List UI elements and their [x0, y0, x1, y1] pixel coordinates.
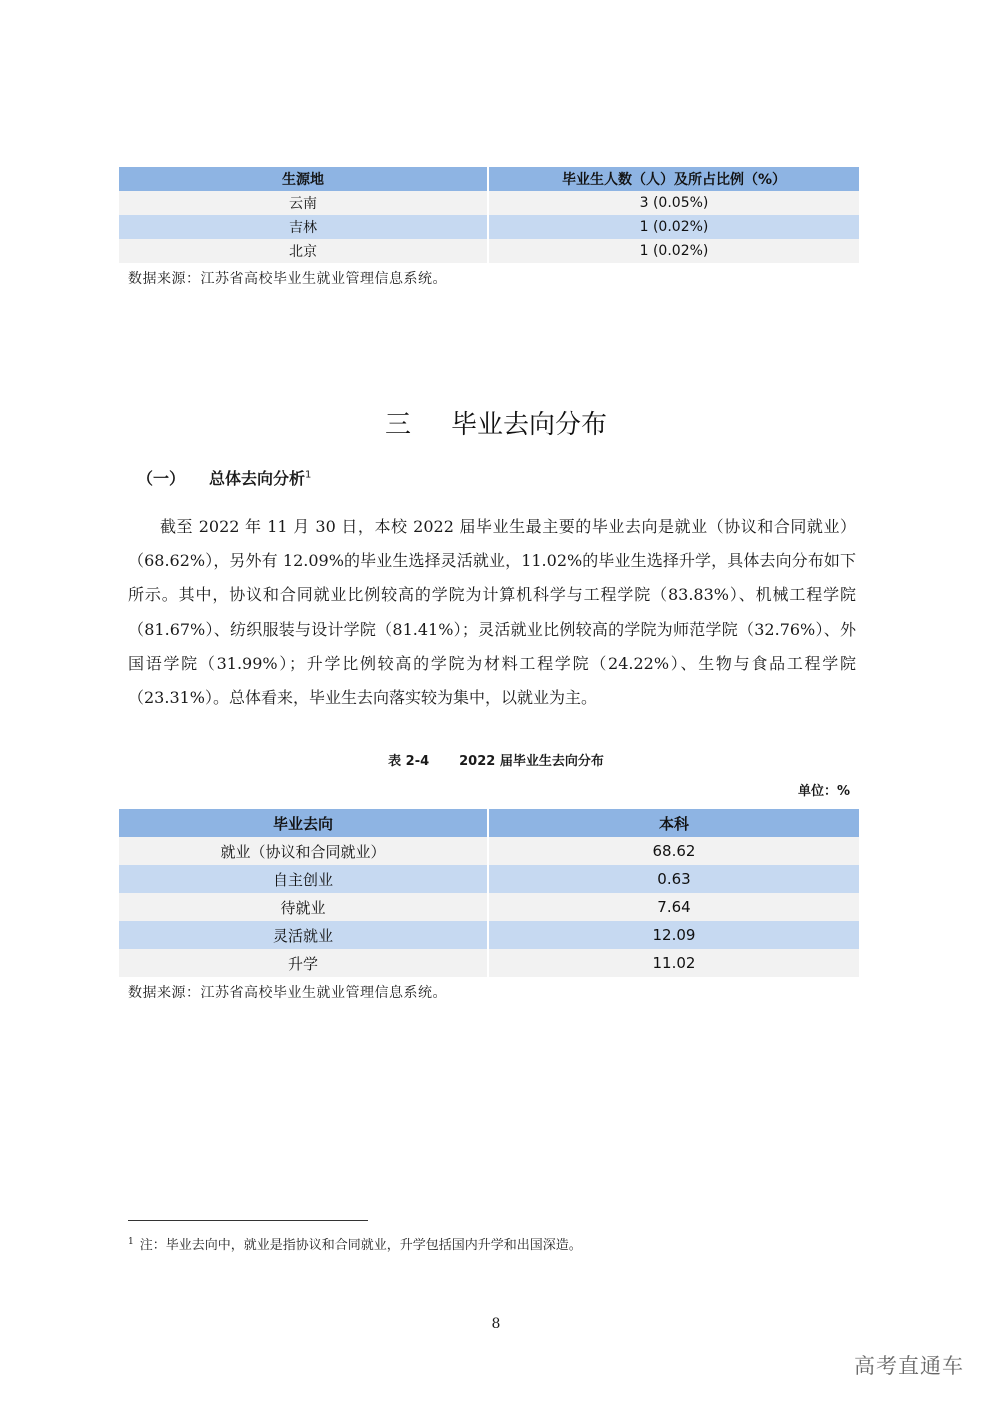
table-header-row	[119, 809, 859, 837]
table-cell: 升学	[119, 949, 488, 977]
table-caption-label: 表 2-4	[388, 754, 430, 769]
table-cell: 云南	[119, 191, 488, 215]
table-unit-label: 单位：%	[797, 784, 850, 799]
body-paragraph: 截至 2022 年 11 月 30 日，本校 2022 届毕业生最主要的毕业去向是就业（协议和合同就业）（68.62%），另外有 12.09%的毕业生选择灵活就业，11.02%的毕业生选择升学，具体去向分布如下所示。其中，协议和合同就业比例较高的学院为计算机科学与工程学院（83.83%）、机械工程学院（81.67%）、纺织服装与设计学院（81.41%）；灵活就业比例较高的学院为师范学院（32.76%）、外国语学院（31.99%）；升学比例较高的学院为材料工程学院（24.22%）、生物与食品工程学院（23.31%）。总体看来，毕业生去向落实较为集中，以就业为主。	[128, 517, 856, 708]
subsection-title: 总体去向分析	[209, 469, 306, 488]
column-header: 毕业生人数（人）及所占比例（%）	[488, 167, 859, 191]
destination-table	[119, 809, 859, 977]
table-cell: 1 (0.02%)	[488, 215, 859, 239]
table-cell: 12.09	[488, 921, 859, 949]
table-cell: 1 (0.02%)	[488, 239, 859, 263]
table-cell: 灵活就业	[119, 921, 488, 949]
table-caption	[0, 750, 992, 769]
footnote-reference: 1	[305, 469, 312, 481]
section-number: 三	[384, 410, 411, 440]
table-row	[119, 239, 859, 263]
table-caption-title: 2022 届毕业生去向分布	[459, 754, 604, 769]
page-number: 8	[491, 1316, 501, 1332]
footnote-mark: 1	[128, 1236, 134, 1247]
subsection-number: （一）	[137, 469, 186, 488]
table-cell: 11.02	[488, 949, 859, 977]
table-row	[119, 893, 859, 921]
section-title: 毕业去向分布	[451, 410, 608, 440]
table-cell: 0.63	[488, 865, 859, 893]
table-row	[119, 865, 859, 893]
table-cell: 吉林	[119, 215, 488, 239]
origin-table	[119, 167, 859, 263]
table-cell: 3 (0.05%)	[488, 191, 859, 215]
column-header: 生源地	[119, 167, 488, 191]
watermark: 高考直通车	[854, 1354, 964, 1378]
table-row	[119, 949, 859, 977]
column-header: 毕业去向	[119, 809, 488, 837]
footnote-divider	[128, 1220, 368, 1221]
column-header: 本科	[488, 809, 859, 837]
table-row	[119, 837, 859, 865]
table-row	[119, 215, 859, 239]
table-row	[119, 191, 859, 215]
table-cell: 自主创业	[119, 865, 488, 893]
table-cell: 北京	[119, 239, 488, 263]
table-cell: 就业（协议和合同就业）	[119, 837, 488, 865]
footnote	[128, 1234, 582, 1253]
table-row	[119, 921, 859, 949]
table-cell: 68.62	[488, 837, 859, 865]
table-header-row	[119, 167, 859, 191]
section-heading	[0, 404, 992, 441]
table1-source-note: 数据来源：江苏省高校毕业生就业管理信息系统。	[128, 271, 447, 287]
subsection-heading	[137, 466, 311, 489]
table-cell: 7.64	[488, 893, 859, 921]
table-cell: 待就业	[119, 893, 488, 921]
footnote-text: 注：毕业去向中，就业是指协议和合同就业，升学包括国内升学和出国深造。	[139, 1238, 582, 1253]
table2-source-note: 数据来源：江苏省高校毕业生就业管理信息系统。	[128, 985, 447, 1001]
